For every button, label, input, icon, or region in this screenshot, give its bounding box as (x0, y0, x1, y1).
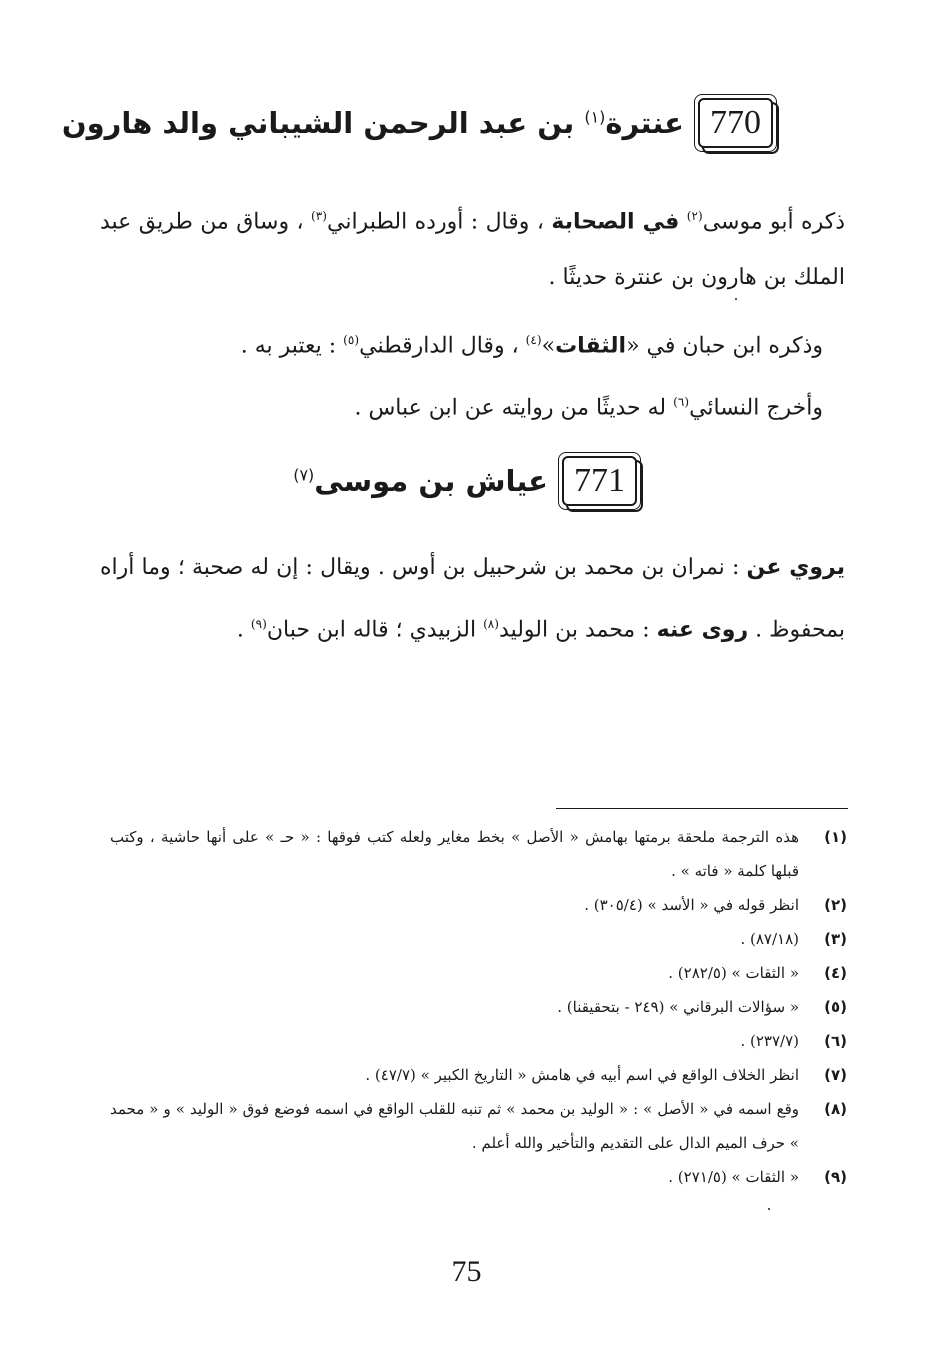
entry-number-box: 771 (562, 456, 637, 506)
footnote-ref: (٤) (525, 333, 542, 347)
text-run: الزبيدي ؛ قاله ابن حبان (266, 617, 477, 643)
footnote-number: (٥) (824, 998, 847, 1016)
text-run: وذكره ابن حبان في « (626, 333, 823, 359)
text-run: . (236, 617, 244, 643)
footnote-text: انظر قوله في « الأسد » (٣٠٥/٤) . (584, 896, 799, 914)
text-run: ، وساق من طريق عبد الملك بن هارون بن عنترة حديثًا . (100, 209, 845, 291)
footnote-item (110, 820, 847, 888)
footnote-number: (٢) (824, 896, 847, 914)
footnote-text: « الثقات » (٢٧١/٥) . (668, 1168, 799, 1186)
text-run: : نمران بن محمد بن شرحبيل بن أوس . ويقال : إن له صحبة ؛ وما أراه بمحفوظ . (100, 555, 845, 643)
entry-number-box: 770 (698, 98, 773, 148)
entry-770-title-name: عنترة (605, 106, 684, 140)
footnote-ref: (٦) (673, 395, 690, 409)
footnote-item (110, 1092, 847, 1160)
footnote-ref: (١) (584, 107, 606, 127)
text-run: : محمد بن الوليد (499, 617, 650, 643)
entry-771-title-name: عياش بن موسى (314, 464, 548, 498)
bold-label: روى عنه (656, 617, 749, 643)
footnote-item (110, 956, 847, 990)
footnote-divider (556, 808, 848, 809)
bold-label: يروي عن (746, 555, 845, 580)
entry-770-paragraph-2 (100, 312, 823, 374)
entry-770-paragraph-3 (100, 374, 823, 436)
footnote-text: (٨٧/١٨) . (740, 930, 799, 948)
page-number: 75 (451, 1255, 482, 1288)
text-run: ، وقال الدارقطني (359, 333, 519, 359)
footnote-number: (٨) (824, 1100, 847, 1118)
footnote-ref: (٢) (686, 209, 703, 223)
footnotes-section (110, 820, 847, 1194)
footnote-item (110, 990, 847, 1024)
footnote-number: (٤) (824, 964, 847, 982)
footnote-ref: (٣) (311, 209, 327, 223)
footnote-text: هذه الترجمة ملحقة برمتها بهامش « الأصل » بخط مغاير ولعله كتب فوقها : « حـ » على أنها حاشية ، وكتب قبلها كلمة « فاته » . (110, 828, 799, 880)
entry-770-title (62, 106, 684, 140)
text-run: وأخرج النسائي (689, 395, 823, 421)
footnote-text: « سؤالات البرقاني » (٢٤٩ - بتحقيقنا) . (557, 998, 799, 1016)
footnote-number: (٦) (824, 1032, 847, 1050)
entry-771-header (293, 456, 637, 506)
footnote-number: (٩) (824, 1168, 847, 1186)
footnote-ref: (٩) (250, 617, 267, 631)
entry-771-paragraph (100, 540, 845, 658)
footnote-ref: (٧) (293, 465, 315, 485)
text-run: ، وقال : أورده الطبراني (326, 209, 544, 235)
text-run: له حديثًا من روايته عن ابن عباس . (354, 395, 667, 421)
footnote-item (110, 1058, 847, 1092)
text-run: ذكره أبو موسى (702, 209, 845, 235)
footnote-number: (١) (824, 828, 847, 846)
footnote-text: « الثقات » (٢٨٢/٥) . (668, 964, 799, 982)
entry-770-header (62, 98, 773, 148)
entry-771-title (293, 464, 548, 498)
bold-term: الثقات (555, 333, 627, 359)
footnote-item (110, 1024, 847, 1058)
scan-speck (768, 1208, 770, 1210)
text-run: » (541, 333, 556, 359)
entry-770-paragraph-1 (100, 188, 845, 306)
footnote-number: (٣) (824, 930, 847, 948)
footnote-item (110, 922, 847, 956)
entry-770-title-rest: بن عبد الرحمن الشيباني والد هارون (61, 106, 575, 140)
footnote-text: وقع اسمه في « الأصل » : « الوليد بن محمد » ثم تنبه للقلب الواقع في اسمه فوضع فوق « الوليد » و « محمد » حرف الميم الدال على التقديم والتأخير والله أعلم . (110, 1100, 799, 1152)
text-run: : يعتبر به . (240, 333, 337, 359)
footnote-text: انظر الخلاف الواقع في اسم أبيه في هامش « التاريخ الكبير » (٤٧/٧) . (365, 1066, 799, 1084)
bold-term: في الصحابة (551, 209, 680, 235)
footnote-number: (٧) (824, 1066, 847, 1084)
scan-speck (735, 298, 737, 300)
footnote-text: (٢٣٧/٧) . (740, 1032, 799, 1050)
footnote-item (110, 888, 847, 922)
footnote-item (110, 1160, 847, 1194)
footnote-ref: (٨) (483, 617, 500, 631)
footnote-ref: (٥) (343, 333, 360, 347)
